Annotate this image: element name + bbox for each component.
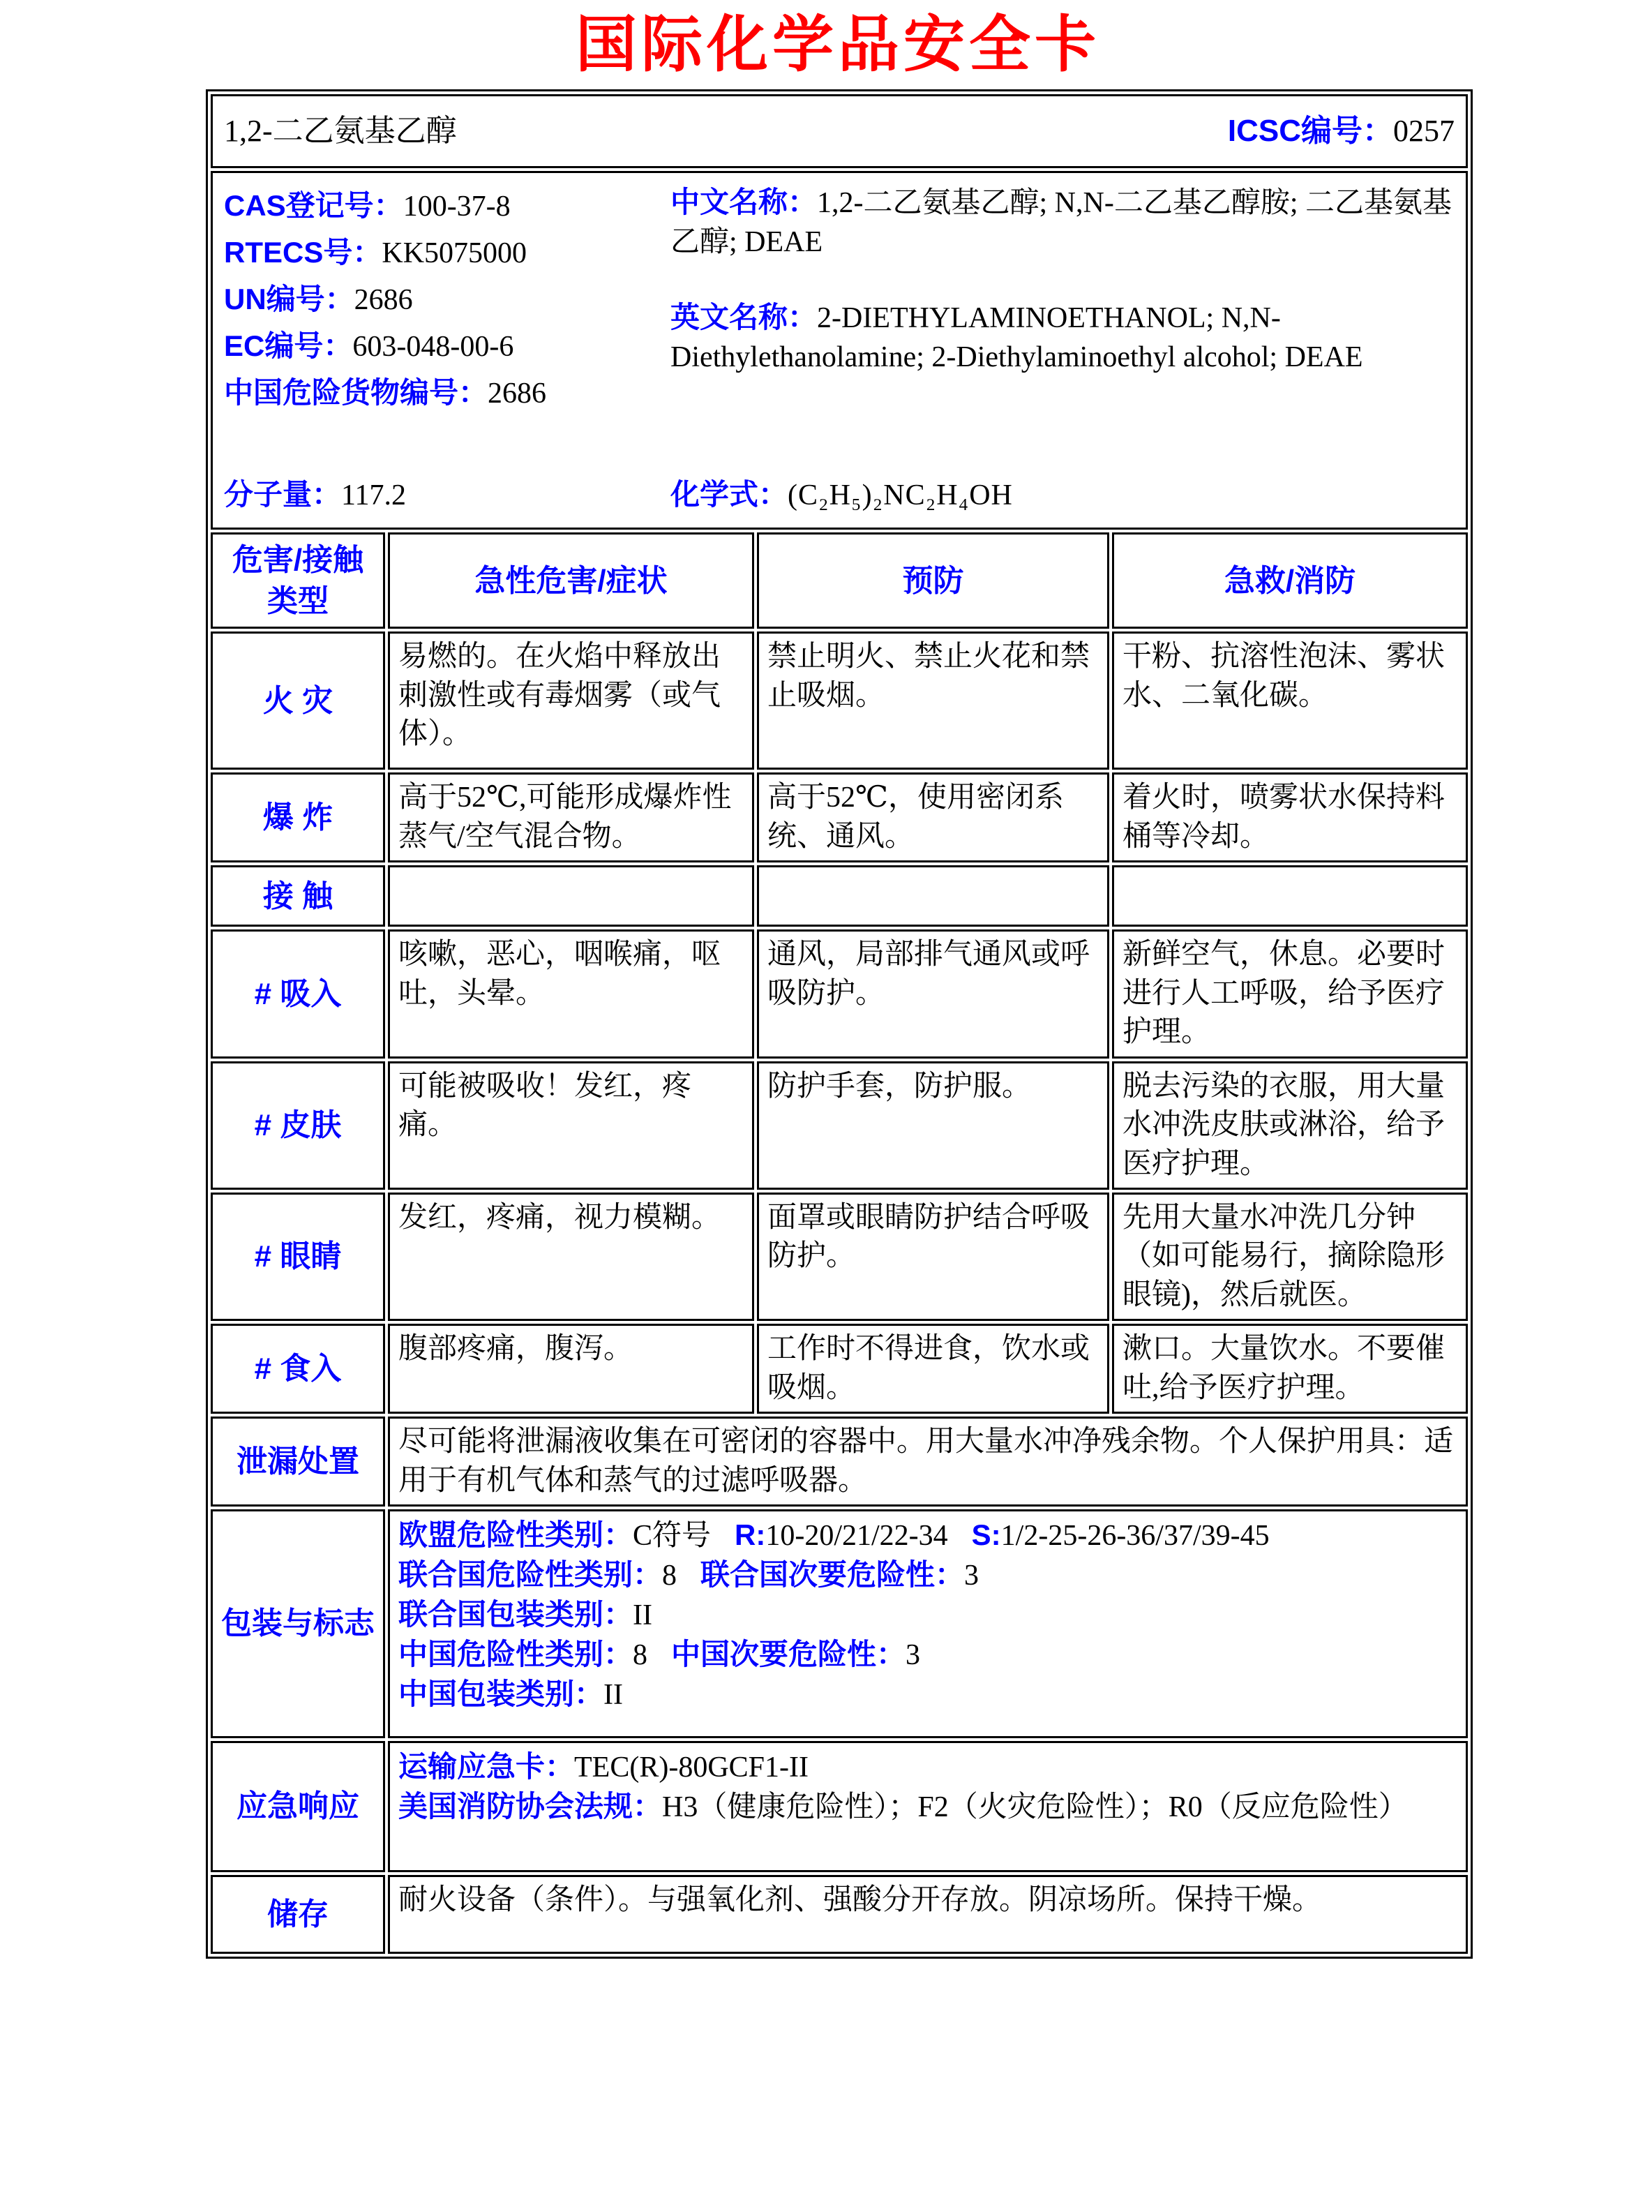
section-row-emergency (211, 1741, 1468, 1872)
cas-number-line (224, 183, 670, 230)
molecular-weight-value: 117.2 (341, 479, 406, 511)
spill-section-content: 尽可能将泄漏液收集在可密闭的容器中。用大量水冲净残余物。个人保护用具：适用于有机气体和蒸气的过滤呼吸器。 (388, 1417, 1468, 1507)
chemical-names-block (670, 183, 1455, 417)
explosion-type-label: 爆 炸 (211, 772, 385, 862)
ingestion-prevention: 工作时不得进食，饮水或吸烟。 (757, 1324, 1109, 1414)
eu-hazard-class-line (398, 1516, 1457, 1555)
un-subrisk-value: 3 (964, 1560, 979, 1592)
chemical-formula-label: 化学式： (670, 478, 788, 511)
chinese-name-value: 1,2-二乙氨基乙醇; N,N-二乙基乙醇胺; 二乙基氨基乙醇; DEAE (670, 187, 1452, 258)
tec-label: 运输应急卡： (398, 1750, 575, 1783)
header-firstaid-firefighting: 急救/消防 (1112, 532, 1468, 629)
ec-label: EC编号： (224, 329, 353, 362)
inhalation-type-label: # 吸入 (211, 929, 385, 1058)
china-dg-value: 2686 (488, 378, 547, 410)
emergency-section-label: 应急响应 (211, 1741, 385, 1872)
exposure-symptoms (388, 865, 754, 927)
un-subrisk-label: 联合国次要危险性： (700, 1558, 965, 1591)
icsc-number-box (1228, 111, 1455, 151)
molecular-weight-line (224, 475, 670, 515)
hazard-row-eyes (211, 1193, 1468, 1321)
explosion-symptoms: 高于52℃,可能形成爆炸性蒸气/空气混合物。 (388, 772, 754, 862)
r-phrase-label: R: (735, 1518, 766, 1551)
hazard-row-inhalation (211, 929, 1468, 1058)
info-columns (224, 183, 1455, 417)
un-number-line (224, 276, 670, 323)
icsc-number: 0257 (1393, 113, 1455, 148)
china-pack-value: II (603, 1679, 623, 1711)
transport-emergency-card-line (398, 1747, 1457, 1787)
storage-section-label: 储存 (211, 1875, 385, 1954)
english-name-value: 2-DIETHYLAMINOETHANOL; N,N-Diethylethanolamine; 2-Diethylaminoethyl alcohol; DEAE (670, 302, 1363, 373)
packaging-section-label: 包装与标志 (211, 1509, 385, 1738)
rtecs-label: RTECS号： (224, 236, 382, 269)
registry-numbers-block (224, 183, 670, 417)
eu-class-label: 欧盟危险性类别： (398, 1518, 633, 1551)
skin-symptoms: 可能被吸收！发红，疼痛。 (388, 1061, 754, 1190)
china-pack-label: 中国包装类别： (398, 1677, 604, 1710)
hazard-row-ingestion (211, 1324, 1468, 1414)
china-dg-number-line (224, 370, 670, 417)
ingestion-symptoms: 腹部疼痛，腹泻。 (388, 1324, 754, 1414)
header-prevention: 预防 (757, 532, 1109, 629)
un-label: UN编号： (224, 283, 354, 315)
card-header-cell (211, 94, 1468, 168)
fire-response: 干粉、抗溶性泡沫、雾状水、二氧化碳。 (1112, 632, 1468, 770)
un-hazard-class-line (398, 1555, 1457, 1595)
hazard-row-exposure (211, 865, 1468, 927)
hazard-row-explosion (211, 772, 1468, 862)
eyes-symptoms: 发红，疼痛，视力模糊。 (388, 1193, 754, 1321)
english-name-label: 英文名称： (670, 301, 818, 334)
skin-prevention: 防护手套，防护服。 (757, 1061, 1109, 1190)
hazard-row-fire (211, 632, 1468, 770)
skin-type-label: # 皮肤 (211, 1061, 385, 1190)
header-acute-symptoms: 急性危害/症状 (388, 532, 754, 629)
s-phrase-label: S: (971, 1518, 1001, 1551)
hazard-row-skin (211, 1061, 1468, 1190)
cas-value: 100-37-8 (403, 190, 511, 223)
un-class-value: 8 (662, 1560, 677, 1592)
chinese-name-label: 中文名称： (670, 186, 818, 218)
rtecs-value: KK5075000 (382, 237, 527, 269)
page-title: 国际化学品安全卡 (575, 12, 1100, 80)
s-phrase-value: 1/2-25-26-36/37/39-45 (1000, 1520, 1270, 1552)
header-hazard-type: 危害/接触类型 (211, 532, 385, 629)
un-pack-label: 联合国包装类别： (398, 1598, 633, 1631)
icsc-label: ICSC编号： (1227, 113, 1394, 148)
explosion-response: 着火时，喷雾状水保持料桶等冷却。 (1112, 772, 1468, 862)
r-phrase-value: 10-20/21/22-34 (765, 1520, 948, 1552)
molecular-weight-label: 分子量： (224, 478, 342, 511)
section-row-spill (211, 1417, 1468, 1507)
info-cell (211, 171, 1468, 530)
eu-class-value: C符号 (633, 1520, 712, 1552)
china-subrisk-value: 3 (906, 1639, 921, 1671)
eyes-type-label: # 眼睛 (211, 1193, 385, 1321)
packaging-section-content (388, 1509, 1468, 1738)
chemical-formula-line (670, 475, 1455, 515)
un-class-label: 联合国危险性类别： (398, 1558, 663, 1591)
inhalation-prevention: 通风，局部排气通风或呼吸防护。 (757, 929, 1109, 1058)
nfpa-value: H3（健康危险性）；F2（火灾危险性）；R0（反应危险性） (662, 1791, 1408, 1823)
hazard-header-row (211, 532, 1468, 629)
fire-type-label: 火 灾 (211, 632, 385, 770)
inhalation-response: 新鲜空气，休息。必要时进行人工呼吸，给予医疗护理。 (1112, 929, 1468, 1058)
rtecs-number-line (224, 230, 670, 276)
un-pack-value: II (633, 1599, 652, 1631)
nfpa-label: 美国消防协会法规： (398, 1790, 663, 1823)
china-dg-label: 中国危险货物编号： (224, 376, 488, 409)
china-class-value: 8 (633, 1639, 648, 1671)
storage-section-content: 耐火设备（条件）。与强氧化剂、强酸分开存放。阴凉场所。保持干燥。 (388, 1875, 1468, 1954)
section-row-packaging (211, 1509, 1468, 1738)
chemical-name: 1,2-二乙氨基乙醇 (224, 113, 457, 148)
spill-section-label: 泄漏处置 (211, 1417, 385, 1507)
china-hazard-class-line (398, 1635, 1457, 1675)
inhalation-symptoms: 咳嗽，恶心，咽喉痛，呕吐，头晕。 (388, 929, 754, 1058)
eyes-prevention: 面罩或眼睛防护结合呼吸防护。 (757, 1193, 1109, 1321)
ec-value: 603-048-00-6 (352, 331, 514, 363)
fire-prevention: 禁止明火、禁止火花和禁止吸烟。 (757, 632, 1109, 770)
english-name-line (670, 298, 1368, 377)
ingestion-response: 漱口。大量饮水。不要催吐,给予医疗护理。 (1112, 1324, 1468, 1414)
un-value: 2686 (354, 284, 413, 316)
eyes-response: 先用大量水冲洗几分钟（如可能易行，摘除隐形眼镜)，然后就医。 (1112, 1193, 1468, 1321)
exposure-type-label: 接 触 (211, 865, 385, 927)
card-header-flex (221, 111, 1457, 151)
icsc-card-table (206, 89, 1473, 1959)
skin-response: 脱去污染的衣服，用大量水冲洗皮肤或淋浴，给予医疗护理。 (1112, 1061, 1468, 1190)
exposure-prevention (757, 865, 1109, 927)
china-class-label: 中国危险性类别： (398, 1638, 633, 1671)
cas-label: CAS登记号： (224, 189, 403, 222)
ec-number-line (224, 323, 670, 370)
exposure-response (1112, 865, 1468, 927)
chemical-formula-value: (C₂H₅)₂NC₂H₄OH (788, 479, 1013, 511)
nfpa-code-line (398, 1787, 1457, 1827)
section-row-storage (211, 1875, 1468, 1954)
card-header-row (211, 94, 1468, 168)
info-row (211, 171, 1468, 530)
explosion-prevention: 高于52℃，使用密闭系统、通风。 (757, 772, 1109, 862)
china-packing-group-line (398, 1675, 1457, 1714)
tec-value: TEC(R)-80GCF1-II (574, 1751, 809, 1784)
un-packing-group-line (398, 1595, 1457, 1635)
fire-symptoms: 易燃的。在火焰中释放出刺激性或有毒烟雾（或气体）。 (388, 632, 754, 770)
china-subrisk-label: 中国次要危险性： (671, 1638, 906, 1671)
document-area (206, 0, 1470, 1959)
ingestion-type-label: # 食入 (211, 1324, 385, 1414)
molecular-info-row (224, 475, 1455, 515)
emergency-section-content (388, 1741, 1468, 1872)
chinese-name-line (670, 183, 1455, 262)
